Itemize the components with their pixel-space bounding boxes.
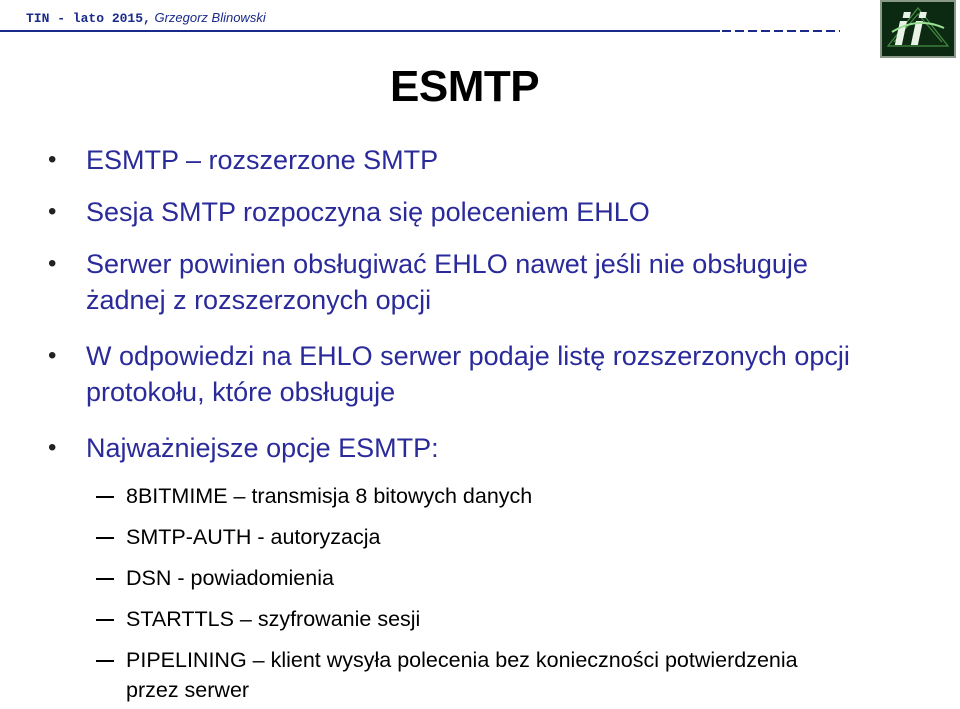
ii-logo-icon <box>880 0 956 58</box>
bullet-item: • ESMTP – rozszerzone SMTP <box>86 142 926 178</box>
sub-item: SMTP-AUTH - autoryzacja <box>126 522 906 552</box>
sub-item: 8BITMIME – transmisja 8 bitowych danych <box>126 481 906 511</box>
slide-title: ESMTP <box>390 62 540 111</box>
bullet-item: • W odpowiedzi na EHLO serwer podaje listę rozszerzonych opcji protokołu, które obsługuje <box>86 338 866 410</box>
header-author: Grzegorz Blinowski <box>154 10 266 25</box>
header-text <box>26 10 266 26</box>
header-course: TIN - lato 2015, <box>26 11 151 26</box>
header-dashed-rule <box>722 30 840 32</box>
sub-item: STARTTLS – szyfrowanie sesji <box>126 604 906 634</box>
sub-item: PIPELINING – klient wysyła polecenia bez konieczności potwierdzenia przez serwer <box>126 645 826 705</box>
header-rule <box>0 30 720 32</box>
sub-item: DSN - powiadomienia <box>126 563 906 593</box>
slide-header <box>0 0 960 40</box>
bullet-item: • Serwer powinien obsługiwać EHLO nawet jeśli nie obsługuje żadnej z rozszerzonych opcji <box>86 246 866 318</box>
bullet-item: • Najważniejsze opcje ESMTP: <box>86 430 926 466</box>
bullet-item: • Sesja SMTP rozpoczyna się poleceniem EHLO <box>86 194 926 230</box>
